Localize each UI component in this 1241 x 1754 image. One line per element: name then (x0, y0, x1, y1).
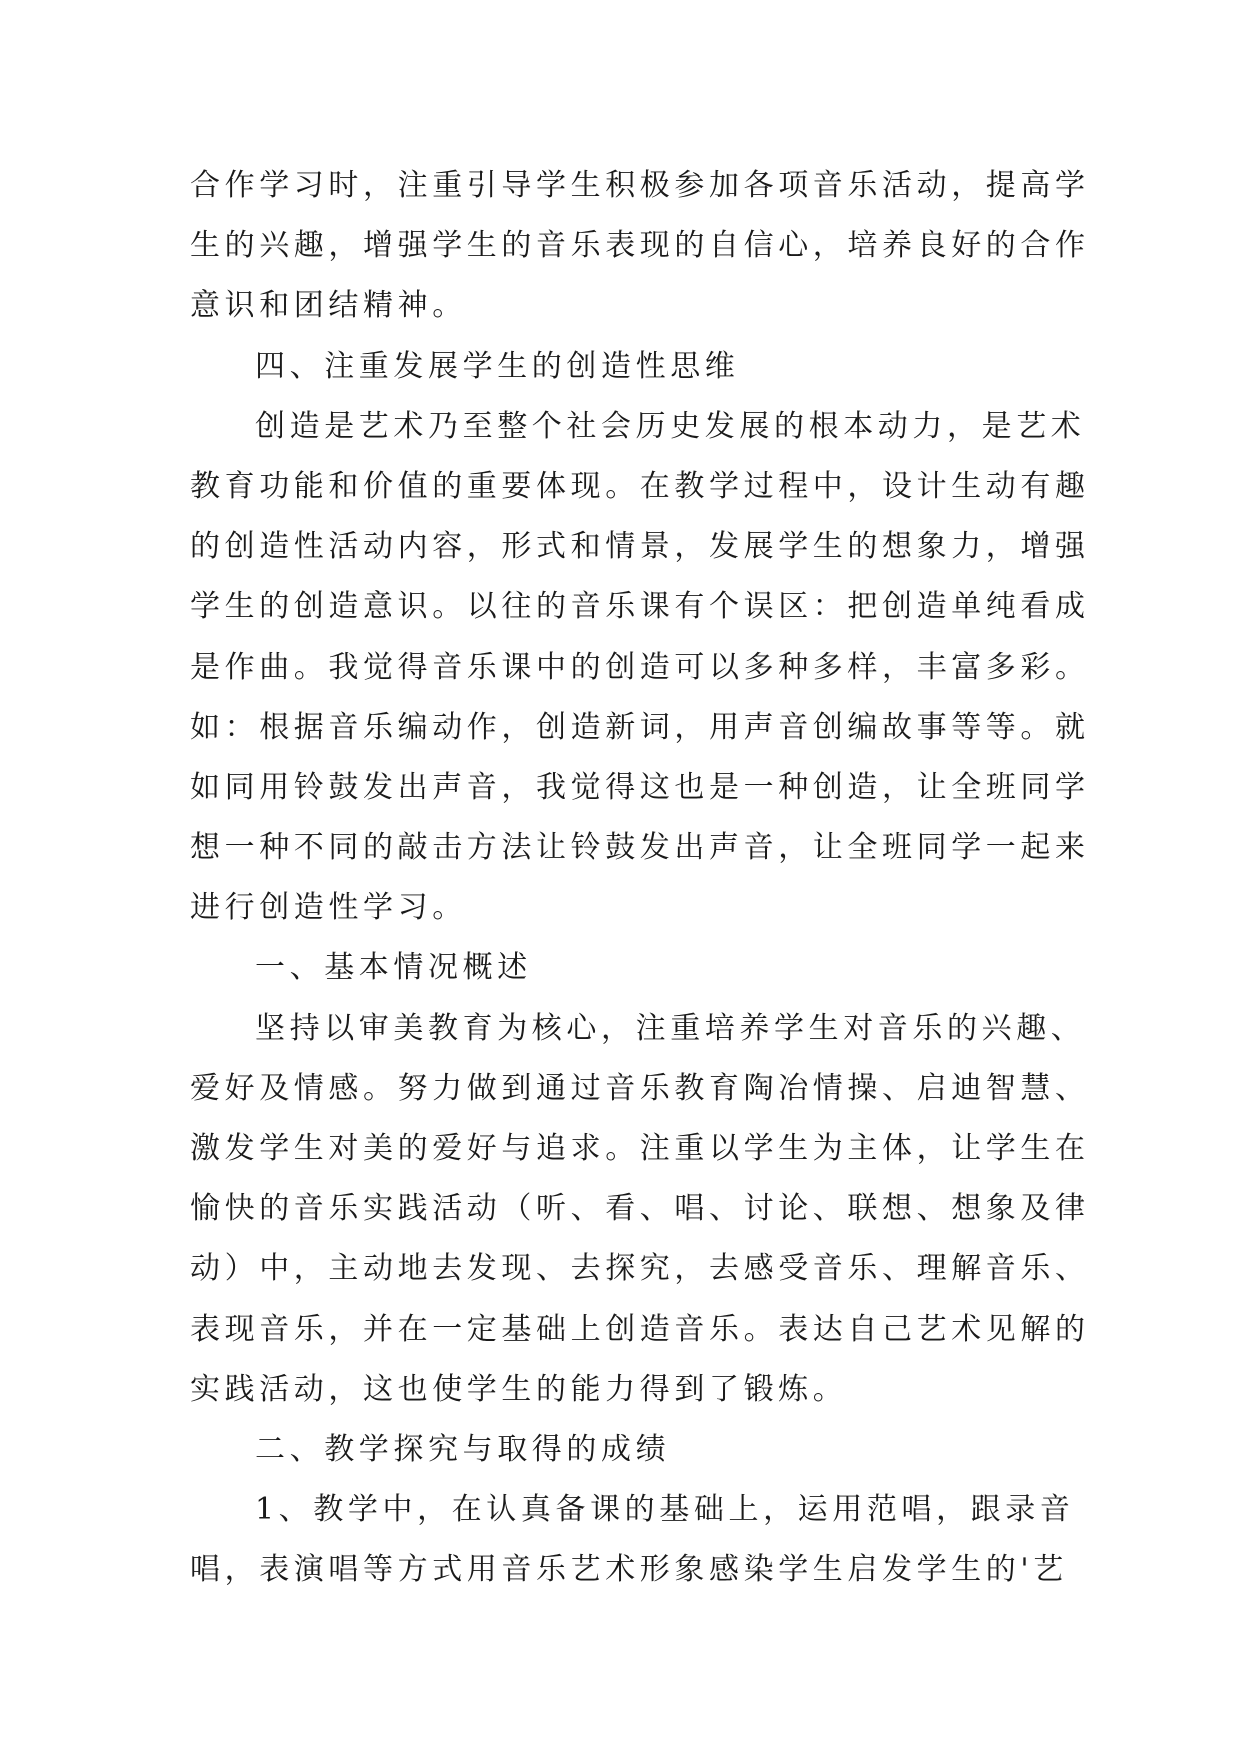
text-line: 实践活动，这也使学生的能力得到了锻炼。 (190, 1371, 848, 1407)
text-line: 唱，表演唱等方式用音乐艺术形象感染学生启发学生的'艺 (190, 1552, 1068, 1588)
text-line: 意识和团结精神。 (190, 288, 467, 324)
paragraph-start-line: 1、教学中，在认真备课的基础上，运用范唱，跟录音 (255, 1492, 1075, 1528)
paragraph-start-line: 四、注重发展学生的创造性思维 (255, 348, 740, 384)
paragraph-start-line: 一、基本情况概述 (255, 950, 532, 986)
text-line: 如同用铃鼓发出声音，我觉得这也是一种创造，让全班同学 (190, 769, 1090, 805)
text-line: 爱好及情感。努力做到通过音乐教育陶冶情操、启迪智慧、 (190, 1070, 1090, 1106)
text-line: 进行创造性学习。 (190, 890, 467, 926)
text-line: 教育功能和价值的重要体现。在教学过程中，设计生动有趣 (190, 468, 1090, 504)
text-line: 愉快的音乐实践活动（听、看、唱、讨论、联想、想象及律 (190, 1191, 1090, 1227)
text-line: 表现音乐，并在一定基础上创造音乐。表达自己艺术见解的 (190, 1311, 1090, 1347)
document-body (190, 156, 1090, 1601)
text-line: 想一种不同的敲击方法让铃鼓发出声音，让全班同学一起来 (190, 830, 1090, 866)
text-line: 激发学生对美的爱好与追求。注重以学生为主体，让学生在 (190, 1131, 1090, 1166)
paragraph-start-line: 二、教学探究与取得的成绩 (255, 1431, 671, 1467)
text-line: 学生的创造意识。以往的音乐课有个误区：把创造单纯看成 (190, 589, 1090, 625)
text-line: 是作曲。我觉得音乐课中的创造可以多种多样，丰富多彩。 (190, 649, 1090, 685)
text-line: 的创造性活动内容，形式和情景，发展学生的想象力，增强 (190, 529, 1090, 565)
text-line: 动）中，主动地去发现、去探究，去感受音乐、理解音乐、 (190, 1251, 1090, 1287)
text-line: 合作学习时，注重引导学生积极参加各项音乐活动，提高学 (190, 168, 1090, 203)
paragraph-start-line: 创造是艺术乃至整个社会历史发展的根本动力，是艺术 (255, 408, 1086, 444)
text-line: 生的兴趣，增强学生的音乐表现的自信心，培养良好的合作 (190, 228, 1090, 264)
text-line: 如：根据音乐编动作，创造新词，用声音创编故事等等。就 (190, 709, 1090, 745)
paragraph-start-line: 坚持以审美教育为核心，注重培养学生对音乐的兴趣、 (255, 1010, 1086, 1046)
